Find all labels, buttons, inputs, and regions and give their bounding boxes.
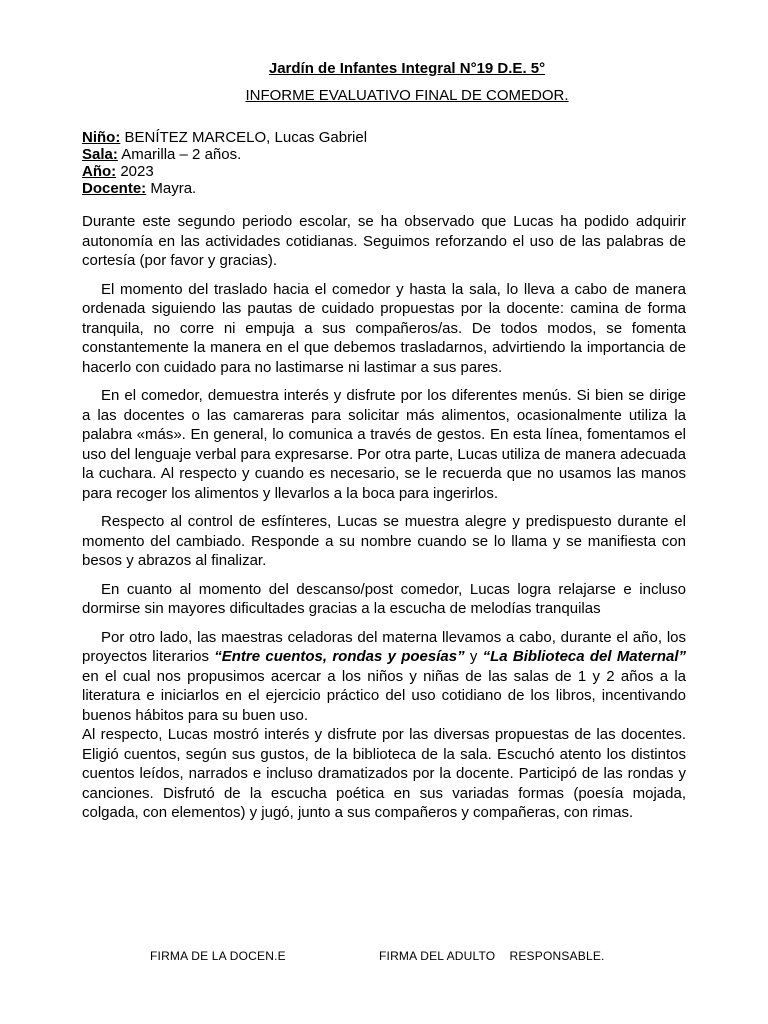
year-value: 2023	[116, 163, 154, 180]
projects-text-2: y	[464, 648, 483, 665]
teacher-label: Docente:	[82, 180, 147, 197]
student-name-label: Niño:	[82, 129, 121, 146]
year-label: Año:	[82, 163, 117, 180]
teacher-row	[82, 180, 367, 197]
projects-text-3: en el cual nos propusimos acercar a los niños y niñas de las salas de 1 y 2 años a la literatura e iniciarlos en el ejercicio práctico del uso cotidiano de los libros, incentivando buenos hábitos para su buen uso.	[82, 667, 686, 724]
guardian-signature-label: FIRMA DEL ADULTO RESPONSABLE.	[379, 949, 605, 963]
student-name-value: BENÍTEZ MARCELO, Lucas Gabriel	[120, 129, 368, 146]
paragraph-dining: En el comedor, demuestra interés y disfrute por los diferentes menús. Si bien se dirige a las docentes o las camareras para solicitar más alimentos, ocasionalmente utiliza la palabra «más». En general, lo comunica a través de gestos. En esta línea, fomentamos el uso del lenguaje verbal para expresarse. Por otra parte, Lucas utiliza de manera adecuada la cuchara. Al respecto y cuando es necesario, se le recuerda que no usamos las manos para recoger los alimentos y llevarlos a la boca para ingerirlos.	[82, 387, 686, 502]
report-title: INFORME EVALUATIVO FINAL DE COMEDOR.	[245, 87, 569, 104]
school-title: Jardín de Infantes Integral N°19 D.E. 5°	[268, 60, 546, 77]
report-body	[82, 212, 686, 832]
paragraph-autonomy: Durante este segundo periodo escolar, se ha observado que Lucas ha podido adquirir autonomía en las actividades cotidianas. Seguimos reforzando el uso de las palabras de cortesía (por favor y gracias).	[82, 213, 686, 269]
paragraph-literary-projects	[82, 628, 686, 726]
year-row	[82, 163, 367, 180]
paragraph-rest: En cuanto al momento del descanso/post comedor, Lucas logra relajarse e incluso dormirse sin mayores dificultades gracias a la escucha de melodías tranquilas	[82, 580, 686, 617]
projects-text-1: Por otro lado, las maestras celadoras del materna llevamos a cabo, durante el año, los proyectos literarios	[82, 628, 686, 665]
student-name-row	[82, 129, 367, 146]
student-info	[82, 129, 367, 197]
classroom-value: Amarilla – 2 años.	[117, 146, 242, 163]
classroom-label: Sala:	[82, 146, 118, 163]
project-title-2: “La Biblioteca del Maternal”	[482, 648, 686, 665]
paragraph-participation: Al respecto, Lucas mostró interés y disfrute por las diversas propuestas de las docentes. Eligió cuentos, según sus gustos, de la biblioteca de la sala. Escuchó atento los distintos cuentos leídos, narrados e incluso dramatizados por la docente. Participó de las rondas y canciones. Disfrutó de la escucha poética en sus variadas formas (poesía mojada, colgada, con elementos) y jugó, junto a sus compañeros y compañeras, con rimas.	[82, 726, 686, 821]
teacher-value: Mayra.	[146, 180, 197, 197]
paragraph-toilet-training: Respecto al control de esfínteres, Lucas se muestra alegre y predispuesto durante el momento del cambiado. Responde a su nombre cuando se lo llama y se manifiesta con besos y abrazos al finalizar.	[82, 513, 686, 569]
classroom-row	[82, 146, 367, 163]
project-title-1: “Entre cuentos, rondas y poesías”	[214, 648, 465, 665]
teacher-signature-label: FIRMA DE LA DOCEN.E	[150, 949, 286, 963]
paragraph-transfer: El momento del traslado hacia el comedor y hasta la sala, lo lleva a cabo de manera ordenada siguiendo las pautas de cuidado propuestas por la docente: camina de forma tranquila, no corre ni empuja a sus compañeros/as. De todos modos, se fomenta constantemente la manera en el que debemos trasladarnos, advirtiendo la importancia de hacerlo con cuidado para no lastimarse ni lastimar a sus pares.	[82, 280, 686, 376]
